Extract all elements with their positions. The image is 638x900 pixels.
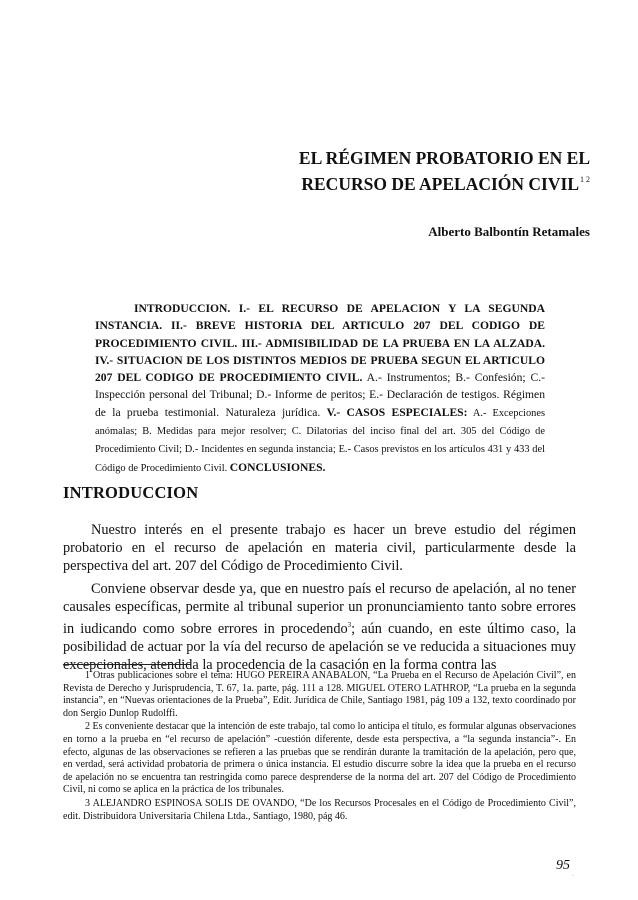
- article-title: [290, 148, 590, 195]
- footnotes: [63, 670, 576, 824]
- summary-subitems-v: A.- Excepciones anómalas; B. Medidas para mejor resolver; C. Dilatorias del inciso final del art. 305 del Código de Procedimiento Civil; D.- Incidentes en segunda instancia; E.- Casos previstos en los artículos 431 y 433 del Código de Procedimiento Civil.: [95, 407, 545, 474]
- summary-subitems-iv: A.- Instrumentos; B.- Confesión; C.- Inspección personal del Tribunal; D.- Informe de peritos; E.- Declaración de testigos. Régimen de la prueba testimonial. Naturaleza jurídica.: [95, 371, 545, 419]
- title-line-1: EL RÉGIMEN PROBATORIO EN EL: [298, 148, 590, 168]
- body-text: [63, 521, 576, 679]
- footnote-2: 2 Es conveniente destacar que la intención de este trabajo, tal como lo anticipa el título, es formular algunas observaciones en torno a la prueba en “el recurso de apelación” -cuestión diferente, desde esta perspectiva, a “la segunda instancia”-. En efecto, algunas de las observaciones se refieren a las pruebas que se rendirán durante la tramitación de la apelación, pero que, en verdad, será actividad probatoria de primera o única instancia. El estudio discurre sobre la idea que la prueba en el recurso de apelación no se encuentra tan restringida como parece desprenderse de la norma del art. 207 del Código de Procedimiento Civil, ni como se aplica en la práctica de los tribunales.: [63, 721, 576, 796]
- paragraph-2-part-a: Conviene observar desde ya, que en nuestro país el recurso de apelación, al no tener causales específicas, permite al tribunal superior un pronunciamiento tanto sobre errores in iudicando como sobre errores in procedendo: [63, 580, 576, 638]
- summary-sections-1-4: INTRODUCCION. I.- EL RECURSO DE APELACION Y LA SEGUNDA INSTANCIA. II.- BREVE HISTORIA DEL ARTICULO 207 DEL CODIGO DE PROCEDIMIENTO CIVIL. III.- ADMISIBILIDAD DE LA PRUEBA EN LA ALZADA. IV.- SITUACION DE LOS DISTINTOS MEDIOS DE PRUEBA SEGUN EL ARTICULO 207 DEL CODIGO DE PROCEDIMIENTO CIVIL.: [95, 302, 545, 385]
- title-footnote-marks: 1 2: [580, 175, 590, 184]
- section-heading: INTRODUCCION: [63, 483, 199, 502]
- footnote-3: 3 ALEJANDRO ESPINOSA SOLIS DE OVANDO, “De los Recursos Procesales en el Código de Procedimiento Civil”, edit. Distribuidora Universitaria Chilena Ltda., Santiago, 1980, pág 46.: [63, 797, 576, 822]
- corner-mark: ·: [572, 873, 574, 879]
- footnote-divider: [63, 664, 191, 665]
- author-name: Alberto Balbontín Retamales: [428, 224, 590, 239]
- table-of-contents-summary: [95, 300, 545, 477]
- paragraph-1: Nuestro interés en el presente trabajo es hacer un breve estudio del régimen probatorio en el recurso de apelación en materia civil, particularmente desde la perspectiva del art. 207 del Código de Procedimiento Civil.: [63, 522, 576, 575]
- footnote-ref-3: 3: [347, 621, 352, 630]
- paragraph-2-part-b: ; aún cuando, en este último caso, la posibilidad de actuar por la vía del recurso de apelación se ve reducida a situaciones muy excepcionales, atendida la procedencia de la casación en la forma contra las: [63, 621, 576, 674]
- page-number: 95: [556, 858, 570, 873]
- summary-conclusions: CONCLUSIONES.: [229, 460, 326, 474]
- title-line-2: RECURSO DE APELACIÓN CIVIL: [301, 174, 579, 194]
- footnote-1: 1 Otras publicaciones sobre el tema: HUGO PEREIRA ANABALON, “La Prueba en el Recurso de Apelación Civil”, en Revista de Derecho y Jurisprudencia, T. 67, 1a. parte, pág. 111 a 128. MIGUEL OTERO LATHROP, “La prueba en la segunda instancia”, en “Nuevas orientaciones de la Prueba”, Edit. Jurídica de Chile, Santiago 1981, pág 109 a 132, texto coordinado por don Sergio Dunlop Rudolffi.: [63, 670, 576, 719]
- summary-section-5: V.- CASOS ESPECIALES:: [326, 405, 468, 419]
- paragraph-2: [63, 580, 576, 675]
